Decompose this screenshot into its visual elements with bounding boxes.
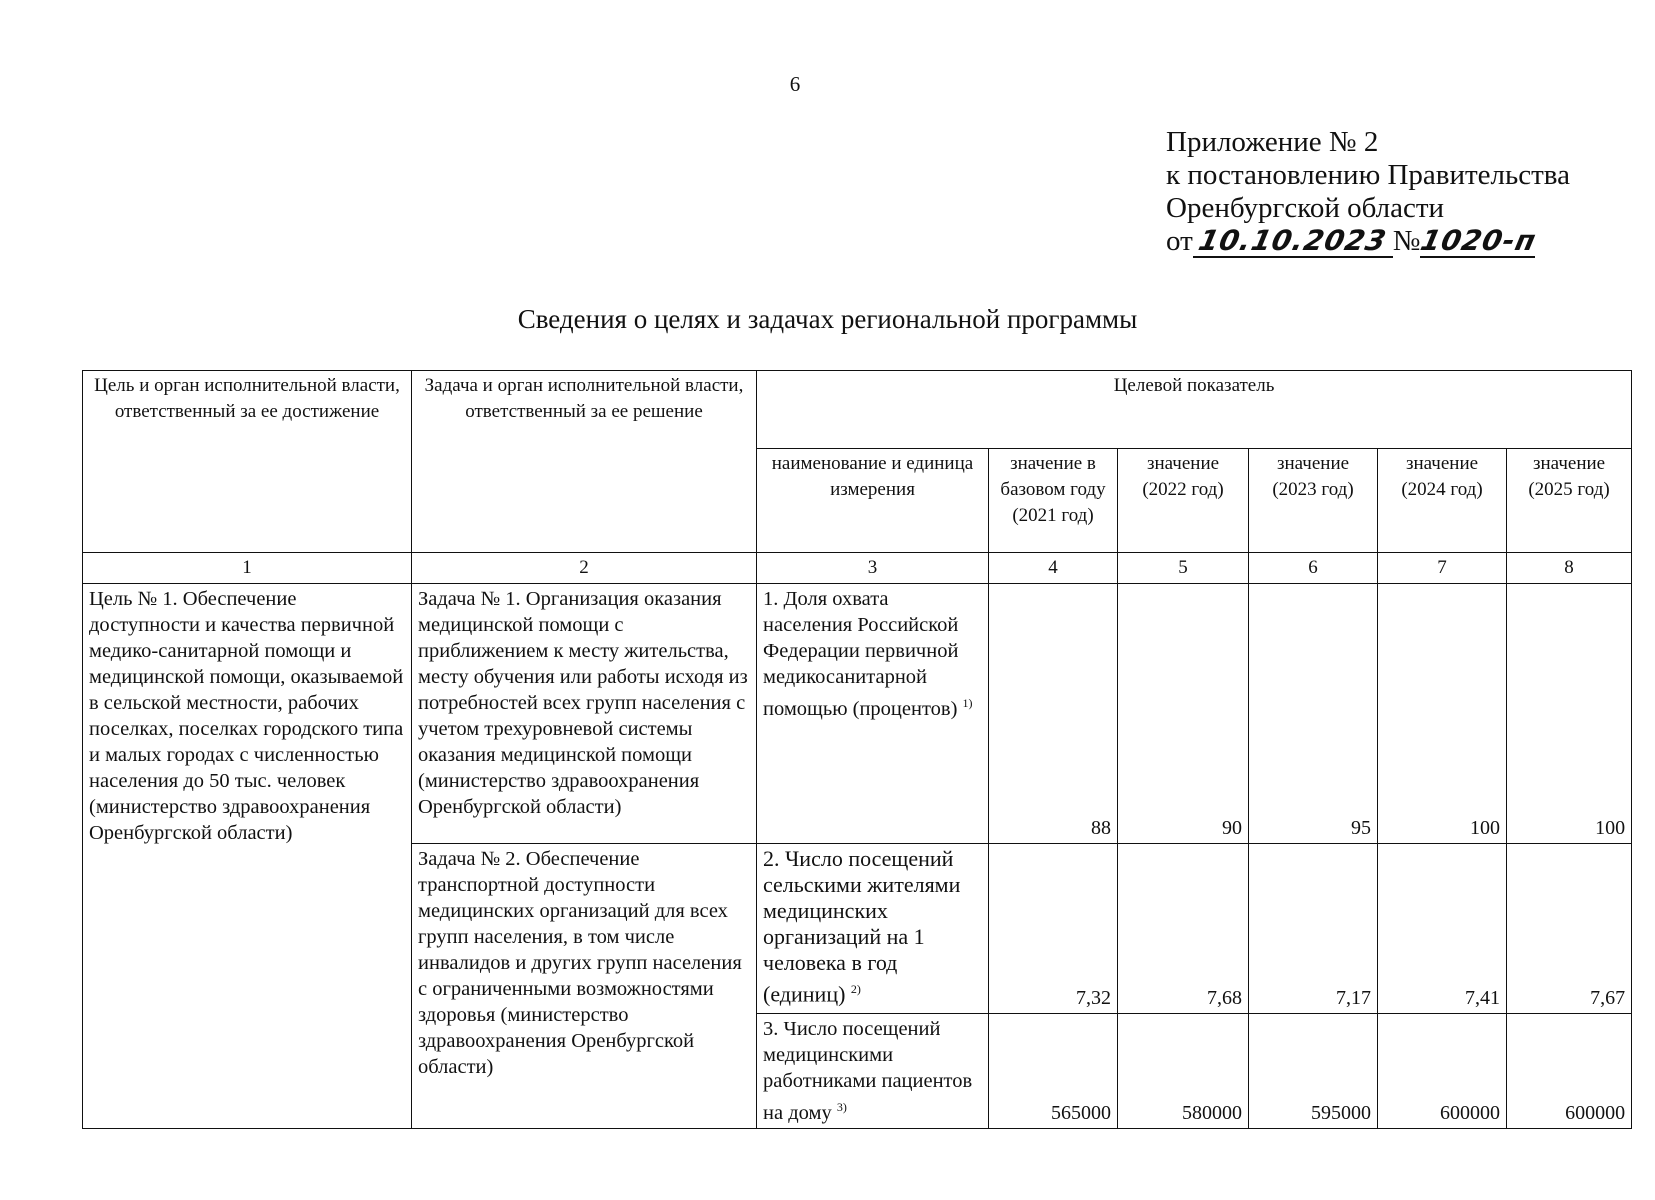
header-2024: значение (2024 год) [1378, 449, 1507, 553]
header-task: Задача и орган исполнительной власти, ответственный за ее решение [412, 371, 757, 553]
header-indicator: Целевой показатель [757, 371, 1632, 449]
handwritten-date: 10.10.2023 [1195, 224, 1390, 257]
col-number: 1 [83, 553, 412, 584]
document-title: Сведения о целях и задачах региональной программы [517, 304, 1138, 334]
value-cell: 7,41 [1378, 844, 1507, 1014]
indicator-name-2 [757, 844, 989, 1014]
task-cell-2: Задача № 2. Обеспечение транспортной доступности медицинских организаций для всех групп населения, в том числе инвалидов и других групп населения с ограниченными возможностями здоровья (министерство здравоохранения Оренбургской области) [412, 844, 757, 1129]
header-goal: Цель и орган исполнительной власти, ответственный за ее достижение [83, 371, 412, 553]
value-cell: 600000 [1378, 1014, 1507, 1129]
value-cell: 100 [1378, 584, 1507, 844]
appendix-line-2: к постановлению Правительства [1166, 159, 1570, 191]
indicator-name-3 [757, 1014, 989, 1129]
appendix-date-line [1166, 225, 1570, 258]
date-slot [1193, 226, 1393, 258]
col-number: 6 [1249, 553, 1378, 584]
value-cell: 90 [1118, 584, 1249, 844]
appendix-line-3: Оренбургской области [1166, 192, 1445, 224]
value-cell: 7,67 [1507, 844, 1632, 1014]
value-cell: 100 [1507, 584, 1632, 844]
handwritten-number: 1020-п [1417, 224, 1540, 257]
footnote-mark: 3) [836, 1100, 847, 1114]
value-cell: 7,68 [1118, 844, 1249, 1014]
goals-table [82, 370, 1632, 1129]
header-base-year: значение в базовом году (2021 год) [989, 449, 1118, 553]
appendix-line-1: Приложение № 2 [1166, 126, 1379, 158]
col-number: 2 [412, 553, 757, 584]
col-number: 7 [1378, 553, 1507, 584]
goal-cell: Цель № 1. Обеспечение доступности и качества первичной медико-санитарной помощи и медицинской помощи, оказываемой в сельской местности, рабочих поселках, поселках городского типа и малых городах с численностью населения до 50 тыс. человек (министерство здравоохранения Оренбургской области) [83, 584, 412, 1129]
value-cell: 95 [1249, 584, 1378, 844]
number-slot [1417, 224, 1540, 258]
header-2022: значение (2022 год) [1118, 449, 1249, 553]
col-number: 4 [989, 553, 1118, 584]
value-cell: 7,17 [1249, 844, 1378, 1014]
table-row [83, 584, 1632, 844]
header-name-unit: наименование и единица измерения [757, 449, 989, 553]
indicator-name-text: 1. Доля охвата населения Российской Федерации первичной медикосанитарной помощью (процентов) [763, 588, 959, 720]
appendix-block [1166, 126, 1570, 258]
header-row-top [83, 371, 1632, 449]
col-number: 5 [1118, 553, 1249, 584]
value-cell: 580000 [1118, 1014, 1249, 1129]
value-cell: 7,32 [989, 844, 1118, 1014]
value-cell: 88 [989, 584, 1118, 844]
task-cell-1: Задача № 1. Организация оказания медицинской помощи с приближением к месту жительства, месту обучения или работы исходя из потребностей всех групп населения с учетом трехуровневой системы оказания медицинской помощи (министерство здравоохранения Оренбургской области) [412, 584, 757, 844]
value-cell: 565000 [989, 1014, 1118, 1129]
page-number: 6 [789, 72, 801, 96]
indicator-name-text: 2. Число посещений сельскими жителями медицинских организаций на 1 человека в год (единиц) [763, 846, 961, 1007]
header-2023: значение (2023 год) [1249, 449, 1378, 553]
footnote-mark: 2) [850, 982, 861, 996]
value-cell: 600000 [1507, 1014, 1632, 1129]
col-number: 3 [757, 553, 989, 584]
number-prefix: № [1392, 225, 1421, 257]
value-cell: 595000 [1249, 1014, 1378, 1129]
indicator-name-1 [757, 584, 989, 844]
column-number-row [83, 553, 1632, 584]
indicator-name-text: 3. Число посещений медицинскими работниками пациентов на дому [763, 1018, 973, 1124]
footnote-mark: 1) [962, 696, 973, 710]
col-number: 8 [1507, 553, 1632, 584]
header-2025: значение (2025 год) [1507, 449, 1632, 553]
date-prefix: от [1166, 225, 1193, 257]
